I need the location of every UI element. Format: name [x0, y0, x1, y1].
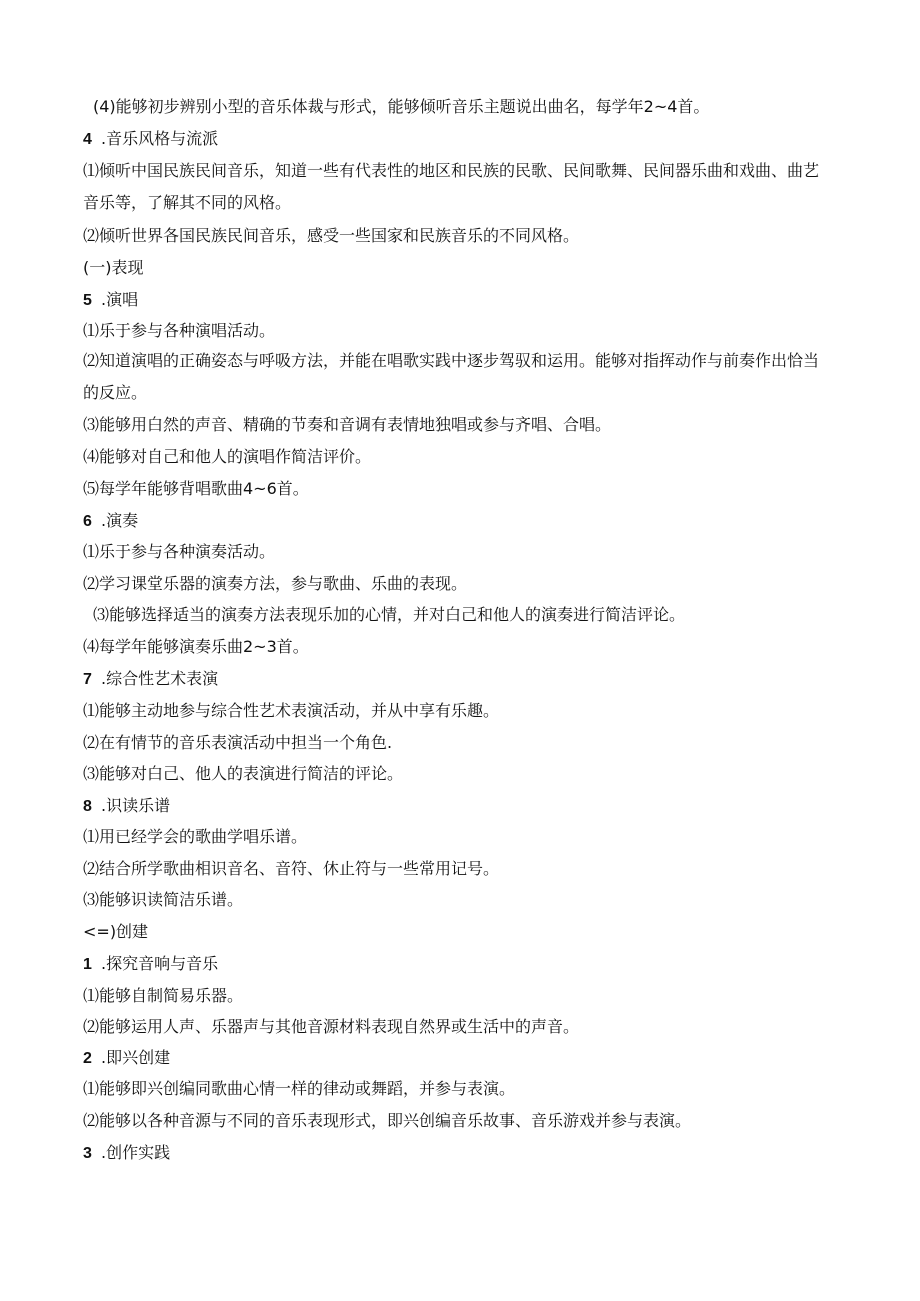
section-title: .即兴创建 [101, 1048, 171, 1067]
text-line: (4)能够初步辨别小型的音乐体裁与形式，能够倾听音乐主题说出曲名，每学年2~4首。 [93, 97, 710, 116]
text-line: ⑵能够运用人声、乐器声与其他音源材料表现自然界或生活中的声音。 [83, 1017, 580, 1036]
section-title: .探究音响与音乐 [101, 954, 219, 973]
text-line: ⑴能够即兴创编同歌曲心情一样的律动或舞蹈，并参与表演。 [83, 1079, 516, 1098]
section-title: .演奏 [101, 511, 139, 530]
section-title: .识读乐谱 [101, 796, 171, 815]
text-line: ⑴倾听中国民族民间音乐，知道一些有代表性的地区和民族的民歌、民间歌舞、民间器乐曲和戏曲、曲艺音乐等，了解其不同的风格。 [83, 161, 820, 212]
text-line: ⑴乐于参与各种演唱活动。 [83, 321, 276, 340]
text-line: ⑶能够用白然的声音、精确的节奏和音调有表情地独唱或参与齐唱、合唱。 [83, 415, 612, 434]
text-line: ⑶能够识读简洁乐谱。 [83, 890, 244, 909]
section-number: 6 [83, 513, 92, 530]
text-line: ⑷能够对自己和他人的演唱作简洁评价。 [83, 447, 372, 466]
section-number: 7 [83, 671, 92, 688]
text-line: ⑵知道演唱的正确姿态与呼吸方法，并能在唱歌实践中逐步驾驭和运用。能够对指挥动作与前奏作出恰当的反应。 [83, 351, 820, 402]
section-number: 5 [83, 292, 92, 309]
text-line: ⑴乐于参与各种演奏活动。 [83, 542, 276, 561]
text-line: ⑵倾听世界各国民族民间音乐，感受一些国家和民族音乐的不同风格。 [83, 226, 580, 245]
text-line: ⑶能够选择适当的演奏方法表现乐加的心情，并对白己和他人的演奏进行简洁评论。 [93, 605, 686, 624]
subsection-heading: (一)表现 [83, 258, 144, 277]
section-number: 8 [83, 798, 92, 815]
text-line: ⑵结合所学歌曲相识音名、音符、休止符与一些常用记号。 [83, 859, 500, 878]
text-line: ⑵能够以各种音源与不同的音乐表现形式，即兴创编音乐故事、音乐游戏并参与表演。 [83, 1111, 692, 1130]
section-heading [83, 128, 218, 150]
section-number: 2 [83, 1050, 92, 1067]
section-heading [83, 668, 218, 690]
section-heading [83, 953, 218, 975]
text-line: ⑴能够主动地参与综合性艺术表演活动，并从中享有乐趣。 [83, 701, 500, 720]
text-line: ⑴能够自制简易乐器。 [83, 986, 244, 1005]
text-line: ⑷每学年能够演奏乐曲2~3首。 [83, 637, 309, 656]
section-title: .综合性艺术表演 [101, 669, 219, 688]
text-line: ⑶能够对白己、他人的表演进行简洁的评论。 [83, 764, 404, 783]
text-line: ⑵在有情节的音乐表演活动中担当一个角色. [83, 733, 393, 752]
subsection-heading: <=)创建 [83, 922, 149, 941]
section-title: .创作实践 [101, 1143, 171, 1162]
section-heading [83, 510, 138, 532]
section-heading [83, 1142, 170, 1164]
section-heading [83, 795, 170, 817]
text-line: ⑴用已经学会的歌曲学唱乐谱。 [83, 827, 308, 846]
section-number: 4 [83, 131, 92, 148]
text-line: ⑵学习课堂乐器的演奏方法，参与歌曲、乐曲的表现。 [83, 574, 468, 593]
section-title: .演唱 [101, 290, 139, 309]
section-number: 3 [83, 1145, 92, 1162]
text-line: ⑸每学年能够背唱歌曲4~6首。 [83, 479, 309, 498]
section-heading [83, 1047, 170, 1069]
section-heading [83, 289, 138, 311]
section-number: 1 [83, 956, 92, 973]
section-title: .音乐风格与流派 [101, 129, 219, 148]
